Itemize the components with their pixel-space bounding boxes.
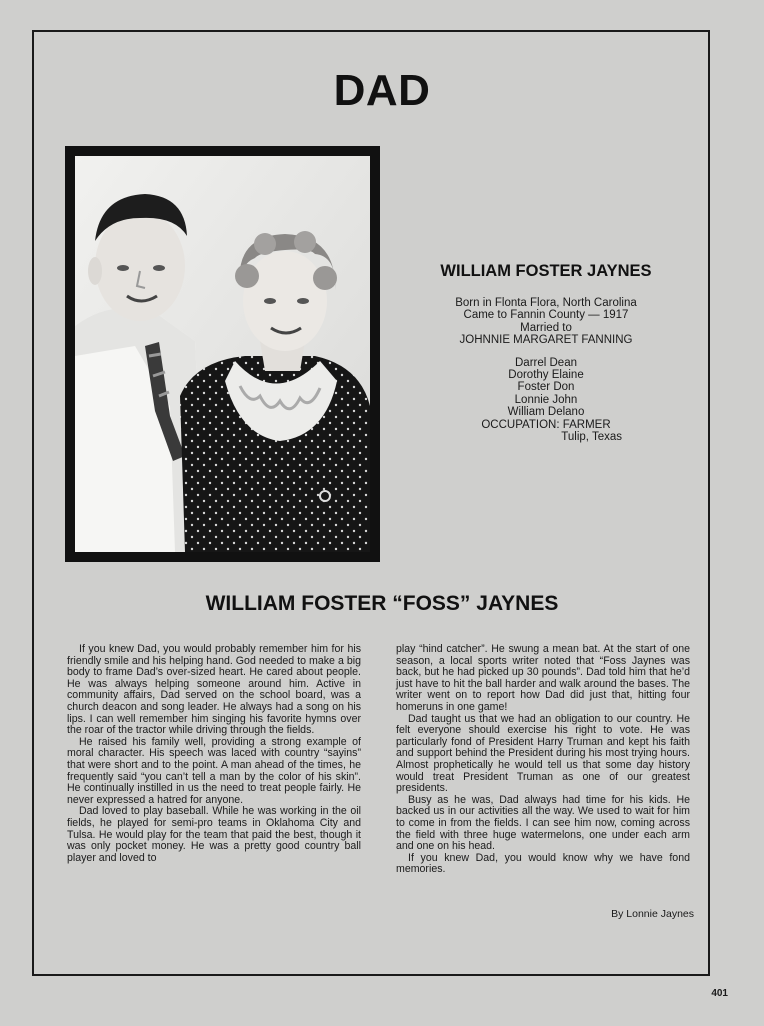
page-number: 401 [711, 988, 728, 999]
biography-name: WILLIAM FOSTER JAYNES [440, 262, 652, 280]
article-paragraph: Busy as he was, Dad always had time for his kids. He backed us in our activities all the way. We used to wait for him to come in from the fields. I can see him now, coming across the field with three huge watermelons, one under each arm and one on his head. [396, 793, 690, 853]
child-name: Foster Don [517, 381, 575, 394]
article-paragraph: If you knew Dad, you would know why we have fond memories. [396, 851, 690, 876]
article-byline: By Lonnie Jaynes [611, 908, 694, 920]
page-title: DAD [333, 66, 431, 115]
arrival-line: Came to Fannin County — 1917 [463, 309, 629, 322]
occupation-line: OCCUPATION: FARMER [481, 418, 611, 431]
child-name: Lonnie John [514, 393, 578, 406]
child-name: Dorothy Elaine [508, 369, 584, 382]
biography-box [420, 262, 672, 443]
birth-line: Born in Flonta Flora, North Carolina [455, 297, 637, 309]
article-column-right [396, 644, 690, 876]
married-line: Married to [520, 321, 572, 334]
article-paragraph: Dad taught us that we had an obligation to our country. He felt everyone should exercise his right to vote. He was particularly fond of President Harry Truman and kept his faith and support behind the President during his most trying hours. Almost prophetically he would tell us that some day history would treat President Truman as one of our greatest presidents. [396, 712, 690, 795]
article-paragraph: If you knew Dad, you would probably remember him for his friendly smile and his helping hand. God needed to make a big body to frame Dad’s over-sized heart. He cared about people. He was always helping someone around him. Active in community affairs, Dad served on the school board, was a church deacon and song leader. He always had a song on his lips. I can well remember him singing his favorite hymns over the roar of the tractor while driving through the fields. [67, 643, 361, 737]
article-paragraph: He raised his family well, providing a strong example of moral character. His speech was laced with country “sayins” that were short and to the point. A man ahead of the times, he frequently said “you can’t tell a man by the color of his skin”. He continually instilled in us the need to treat people fairly. He never expressed a hatred for anyone. [67, 735, 361, 806]
couple-photo [65, 146, 380, 562]
child-name: Darrel Dean [515, 356, 577, 369]
article-headline: WILLIAM FOSTER “FOSS” JAYNES [205, 592, 559, 615]
article-column-left [67, 644, 361, 864]
article-paragraph: Dad loved to play baseball. While he was working in the oil fields, he played for semi-pro teams in Oklahoma City and Tulsa. He would play for the team that paid the best, though it was only pocket money. He was a pretty good country ball player and loved to [67, 805, 361, 864]
spouse-line: JOHNNIE MARGARET FANNING [459, 334, 633, 347]
article-paragraph: play “hind catcher”. He swung a mean bat. At the start of one season, a local sports writer noted that “Foss Jaynes was back, but he had picked up 30 pounds”. Dad told him that he’d just have to hit the ball harder and walk around the bases. The writer went on to report how Dad did just that, hitting four homeruns in one game! [396, 643, 690, 713]
location-line: Tulip, Texas [561, 431, 622, 444]
child-name: William Delano [507, 406, 585, 419]
